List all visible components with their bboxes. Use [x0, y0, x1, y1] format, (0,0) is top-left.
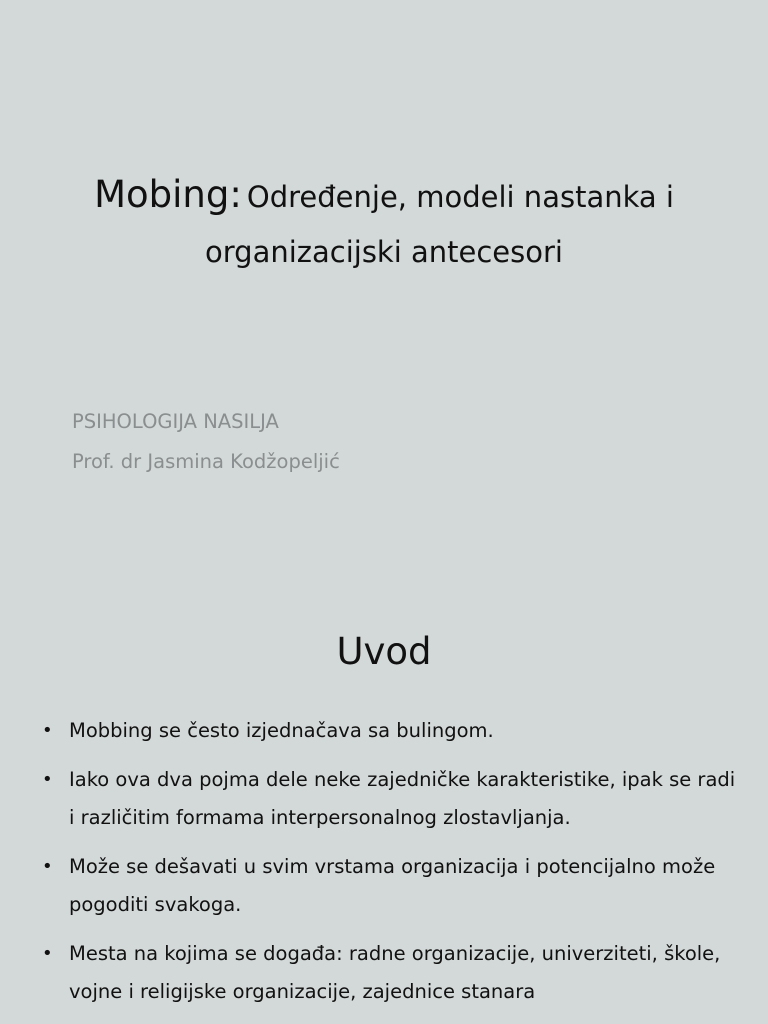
bullet-text: Iako ova dva pojma dele neke zajedničke karakteristike, ipak se radi i različitim formama interpersonalnog zlostavljanja.: [69, 768, 736, 829]
intro-heading: Uvod: [336, 630, 432, 673]
bullet-list: [42, 712, 738, 1022]
bullet-dot-icon: •: [42, 720, 53, 741]
slide-title-heading: [20, 170, 748, 282]
author-name: Prof. dr Jasmina Kodžopeljić: [72, 450, 340, 473]
bullet-text: Mesta na kojima se događa: radne organizacije, univerziteti, škole, vojne i religijske organizacije, zajednice stanara: [69, 942, 721, 1003]
bullet-text: Mobbing se često izjednačava sa bulingom.: [69, 719, 494, 742]
bullet-dot-icon: •: [42, 769, 53, 790]
slide-intro: [0, 512, 768, 1024]
bullet-item: [42, 712, 738, 750]
bullet-item: [42, 935, 738, 1011]
course-name: PSIHOLOGIJA NASILJA: [72, 410, 279, 433]
title-rest: Određenje, modeli nastanka i organizacijski antecesori: [205, 180, 674, 269]
bullet-dot-icon: •: [42, 943, 53, 964]
bullet-item: [42, 761, 738, 837]
slide-subtitle: [72, 402, 340, 482]
bullet-text: Može se dešavati u svim vrstama organizacija i potencijalno može pogoditi svakoga.: [69, 855, 716, 916]
bullet-dot-icon: •: [42, 856, 53, 877]
title-lead: Mobing:: [94, 173, 242, 216]
bullet-item: [42, 848, 738, 924]
